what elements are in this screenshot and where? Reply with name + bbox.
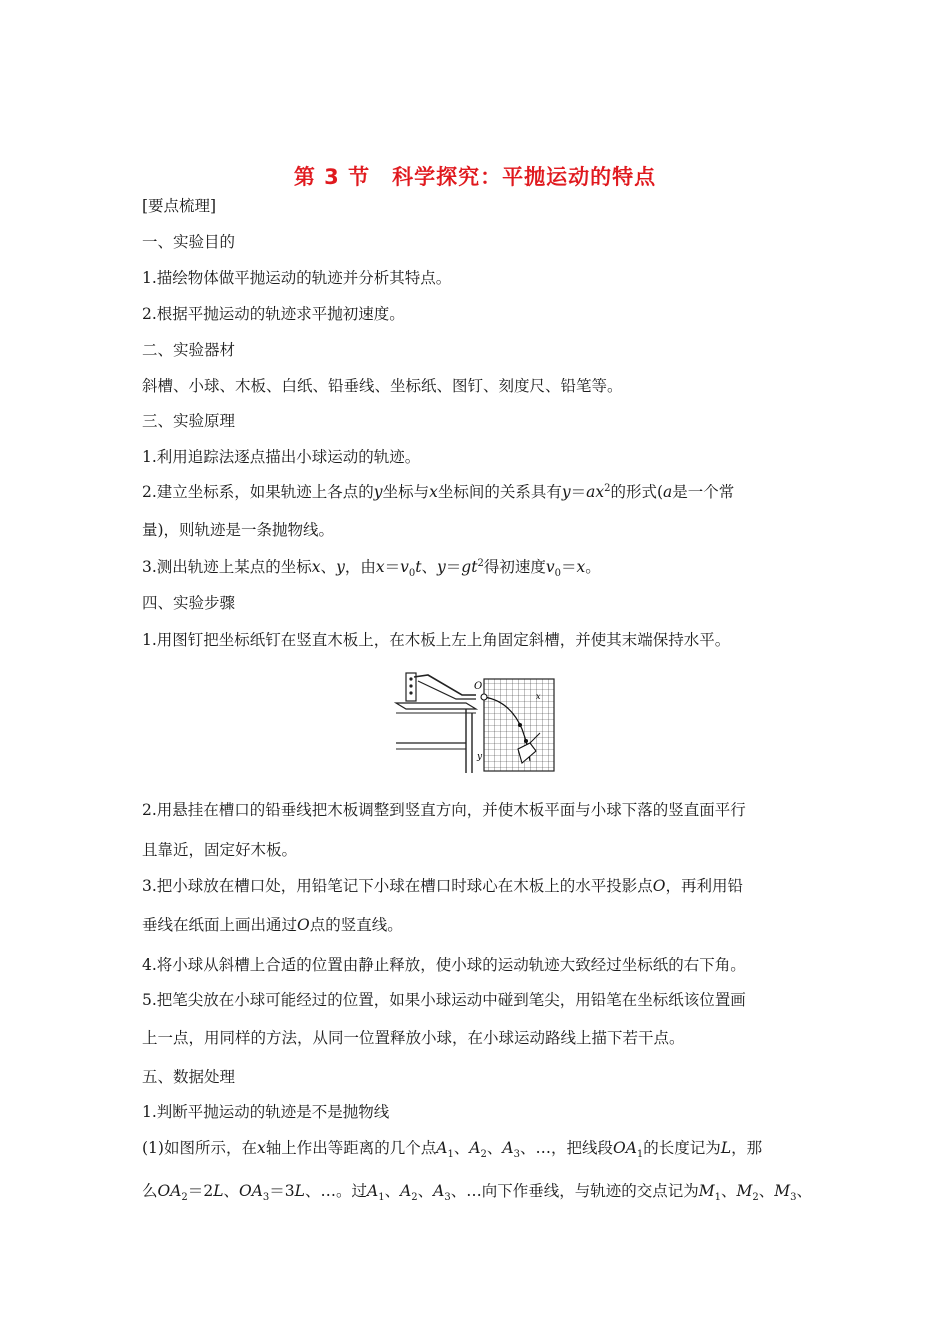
section-tag: [要点梳理] [142,197,217,215]
purpose-item-2: 2.根据平抛运动的轨迹求平抛初速度。 [142,305,405,323]
principle-item-3: 3.测出轨迹上某点的坐标x、y，由$x=v_0t$、$y=gt^2$得初速度$v_0=x$。 [142,557,601,580]
equipment-list: 斜槽、小球、木板、白纸、铅垂线、坐标纸、图钉、刻度尺、铅笔等。 [142,377,623,395]
heading-purpose: 一、实验目的 [142,233,236,251]
step-2-line1: 2.用悬挂在槽口的铅垂线把木板调整到竖直方向，并使木板平面与小球下落的竖直面平行 [142,801,746,819]
apparatus-figure [392,665,558,773]
data-item-1-1-line1: (1)如图所示，在x轴上作出等距离的几个点$A_1$、$A_2$、$A_3$、…，把线段$OA_1$的长度记为L，那 [142,1139,763,1161]
label-y: y [477,752,483,762]
heading-principle: 三、实验原理 [142,412,236,430]
label-o: O [474,681,483,692]
step-2-line2: 且靠近，固定好木板。 [142,841,298,859]
data-item-1: 1.判断平抛运动的轨迹是不是抛物线 [142,1103,390,1121]
step-4: 4.将小球从斜槽上合适的位置由静止释放，使小球的运动轨迹大致经过坐标纸的右下角。 [142,956,746,974]
table-top [396,703,476,709]
step-5-line2: 上一点，用同样的方法，从同一位置释放小球，在小球运动路线上描下若干点。 [142,1029,685,1047]
heading-equipment: 二、实验器材 [142,341,236,359]
page-title: 第 3 节 科学探究：平抛运动的特点 [293,165,657,189]
label-x: x [536,692,541,701]
principle-item-2-line1: 2.建立坐标系，如果轨迹上各点的y坐标与x坐标间的关系具有$y=ax^2$的形式(a是一个常 [142,482,735,501]
purpose-item-1: 1.描绘物体做平抛运动的轨迹并分析其特点。 [142,269,452,287]
principle-item-1: 1.利用追踪法逐点描出小球运动的轨迹。 [142,448,421,466]
ball [481,694,487,700]
heading-steps: 四、实验步骤 [142,594,236,612]
heading-data: 五、数据处理 [142,1068,236,1086]
step-3-line2: 垂线在纸面上画出通过O点的竖直线。 [142,916,403,934]
step-3-line1: 3.把小球放在槽口处，用铅笔记下小球在槽口时球心在木板上的水平投影点O，再利用铅 [142,877,744,895]
step-1: 1.用图钉把坐标纸钉在竖直木板上，在木板上左上角固定斜槽，并使其末端保持水平。 [142,631,731,649]
step-5-line1: 5.把笔尖放在小球可能经过的位置，如果小球运动中碰到笔尖，用铅笔在坐标纸该位置画 [142,991,746,1009]
data-item-1-1-line2: 么$OA_2=2L$、$OA_3=3L$、…。过$A_1$、$A_2$、$A_3$、…向下作垂线，与轨迹的交点记为$M_1$、$M_2$、$M_3$、 [142,1182,813,1204]
incline-chute [414,675,476,695]
principle-item-2-line2: 量)，则轨迹是一条抛物线。 [142,521,335,539]
